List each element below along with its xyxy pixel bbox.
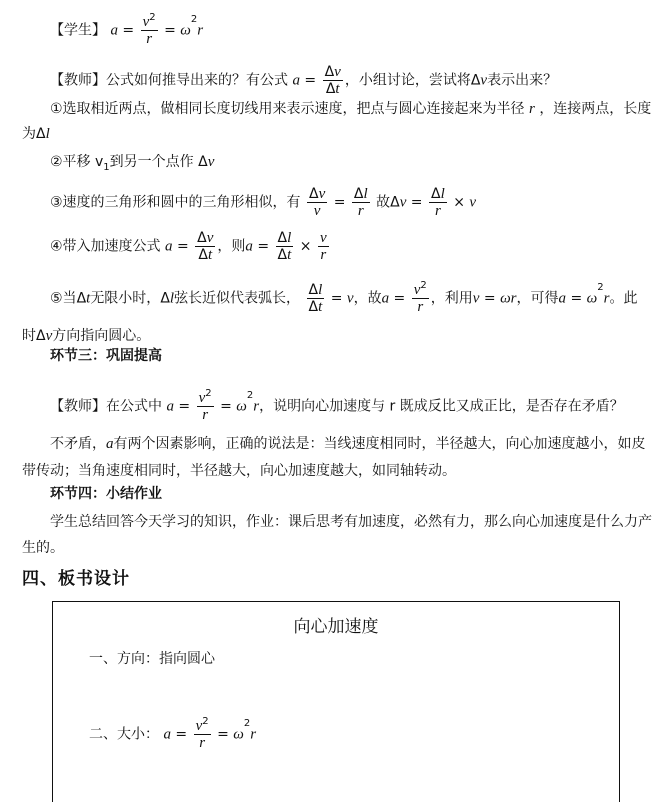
- answer-line-2: 带传动；当角速度相同时，半径越大，向心加速度越大，如同轴转动。: [22, 463, 456, 479]
- step-3-line: ③速度的三角形和圆中的三角形相似，有 $\frac{\Delta v}{v}$ = $\frac{\Delta l}{r}$ 故Δv = $\frac{\Delta l}{r}$ × v: [50, 186, 477, 219]
- summary-line-2: 生的。: [22, 540, 64, 556]
- summary-line-1: 学生总结回答今天学习的知识，作业：课后思考有加速度，必然有力，那么向心加速度是什么力产: [50, 514, 652, 530]
- blackboard-design-heading: 四、板书设计: [22, 569, 130, 589]
- board-title: 向心加速度: [293, 617, 379, 637]
- teacher-question-line: 【教师】公式如何推导出来的？有公式 a = $\frac{\Delta v}{\Delta t}$ ，小组讨论，尝试将Δv表示出来？: [50, 64, 558, 97]
- step-5-line: ⑤当Δt无限小时，Δl弦长近似代表弧长， $\frac{\Delta l}{\Delta t}$ = v，故a = $\frac{v^2}{r}$ ，利用v = ωr，可得$a = \omega^2r$。此: [50, 280, 638, 315]
- step-2-line: ②平移 $v_1$到另一个点作 Δv: [50, 154, 215, 173]
- board-item-direction: 一、方向：指向圆心: [89, 651, 215, 667]
- section-3-heading: 环节三：巩固提高: [50, 348, 162, 364]
- step-1-line: ①选取相近两点，做相同长度切线用来表示速度，把点与圆心连接起来为半径 r ，连接两点，长度: [50, 101, 652, 117]
- blackboard-box: [52, 601, 620, 802]
- step-1-continued: 为Δl: [22, 126, 50, 142]
- section-4-heading: 环节四：小结作业: [50, 486, 162, 502]
- board-item-magnitude: 二、大小： a = $\frac{v^2}{r}$ = $\omega^2r$: [89, 716, 257, 751]
- student-formula-line: 【学生】 a = $\frac{v^2}{r}$ = $\omega^2r$: [50, 12, 204, 47]
- answer-line-1: 不矛盾，a有两个因素影响，正确的说法是：当线速度相同时，半径越大，向心加速度越小，如皮: [50, 436, 646, 452]
- step-5-continued: 时Δv方向指向圆心。: [22, 328, 151, 344]
- step-4-line: ④带入加速度公式 a = $\frac{\Delta v}{\Delta t}$ ，则a = $\frac{\Delta l}{\Delta t}$ × $\frac{v}{r}$: [50, 230, 327, 263]
- teacher-contradiction-line: 【教师】在公式中 a = $\frac{v^2}{r}$ = $\omega^2r$，说明向心加速度与 r 既成反比又成正比，是否存在矛盾？: [50, 388, 624, 423]
